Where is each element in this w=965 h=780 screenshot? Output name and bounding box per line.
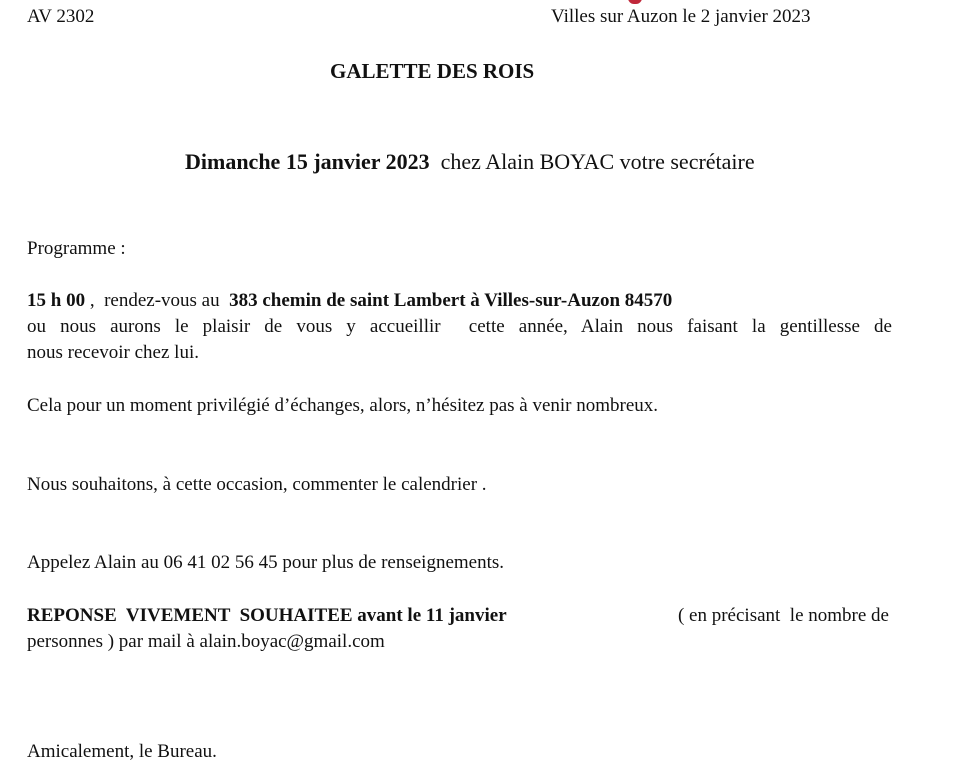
place-date: Villes sur Auzon le 2 janvier 2023 [551,6,811,27]
meeting-address: 383 chemin de saint Lambert à Villes-sur-Auzon 84570 [229,290,673,311]
meeting-line [27,288,892,314]
reply-line-2: personnes ) par mail à alain.boyac@gmail.com [27,631,385,652]
event-date: Dimanche 15 janvier 2023 [185,149,430,174]
paragraph-phone: Appelez Alain au 06 41 02 56 45 pour plus de renseignements. [27,552,505,573]
programme-label: Programme : [27,238,126,259]
reply-bold: REPONSE VIVEMENT SOUHAITEE avant le 11 janvier [27,605,507,626]
meeting-time: 15 h 00 [27,290,86,311]
paragraph-meeting [27,288,892,366]
paragraph-moment: Cela pour un moment privilégié d’échanges, alors, n’hésitez pas à venir nombreux. [27,395,659,416]
meeting-line-3: nous recevoir chez lui. [27,342,199,363]
meeting-line-2: ou nous aurons le plaisir de vous y accueillir cette année, Alain nous faisant la gentillesse de [27,316,892,337]
event-line [185,149,755,175]
paragraph-reply [27,603,892,655]
paragraph-calendar: Nous souhaitons, à cette occasion, commenter le calendrier . [27,474,487,495]
document-title: GALETTE DES ROIS [330,59,535,83]
meeting-rdv: , rendez-vous au [85,290,230,311]
reply-normal: ( en précisant le nombre de [668,605,889,626]
reference-number: AV 2302 [27,6,95,27]
event-location: chez Alain BOYAC votre secrétaire [429,149,755,174]
signature: Amicalement, le Bureau. [27,741,217,762]
reply-line [27,603,889,629]
